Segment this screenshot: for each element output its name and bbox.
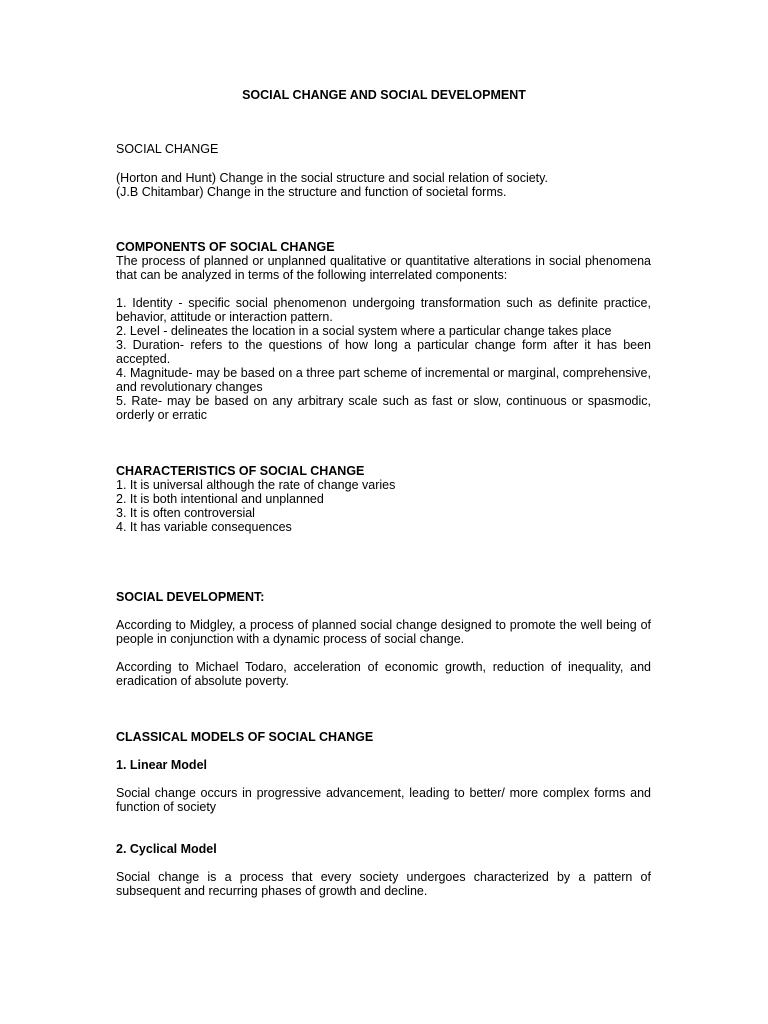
model-heading-cyclical: 2. Cyclical Model — [116, 842, 217, 856]
components-list — [116, 296, 651, 422]
section-heading-components: COMPONENTS OF SOCIAL CHANGE — [116, 240, 335, 254]
components-intro: The process of planned or unplanned qualitative or quantitative alterations in social phenomena that can be analyzed in terms of the following interrelated components: — [116, 254, 651, 282]
social-change-definitions — [116, 171, 651, 199]
social-development-paragraph-midgley: According to Midgley, a process of planned social change designed to promote the well being of people in conjunction with a dynamic process of social change. — [116, 618, 651, 646]
social-development-paragraph-todaro: According to Michael Todaro, acceleration of economic growth, reduction of inequality, and eradication of absolute poverty. — [116, 660, 651, 688]
list-item: 1. Identity - specific social phenomenon undergoing transformation such as definite practice, behavior, attitude or interaction pattern. — [116, 296, 651, 324]
list-item: 4. Magnitude- may be based on a three part scheme of incremental or marginal, comprehensive, and revolutionary changes — [116, 366, 651, 394]
section-heading-social-change: SOCIAL CHANGE — [116, 142, 219, 156]
document-title: SOCIAL CHANGE AND SOCIAL DEVELOPMENT — [242, 88, 526, 102]
section-heading-social-development: SOCIAL DEVELOPMENT: — [116, 590, 265, 604]
list-item: 5. Rate- may be based on any arbitrary scale such as fast or slow, continuous or spasmodic, orderly or erratic — [116, 394, 651, 422]
section-heading-characteristics: CHARACTERISTICS OF SOCIAL CHANGE — [116, 464, 365, 478]
list-item: 4. It has variable consequences — [116, 520, 292, 534]
model-heading-linear: 1. Linear Model — [116, 758, 207, 772]
list-item: 2. Level - delineates the location in a social system where a particular change takes place — [116, 324, 612, 338]
characteristics-list — [116, 478, 651, 534]
model-text-linear: Social change occurs in progressive advancement, leading to better/ more complex forms and function of society — [116, 786, 651, 814]
list-item: 1. It is universal although the rate of change varies — [116, 478, 396, 492]
definition-horton-hunt: (Horton and Hunt) Change in the social structure and social relation of society. — [116, 171, 548, 185]
definition-chitambar: (J.B Chitambar) Change in the structure and function of societal forms. — [116, 185, 507, 199]
list-item: 3. Duration- refers to the questions of how long a particular change form after it has been accepted. — [116, 338, 651, 366]
model-text-cyclical: Social change is a process that every society undergoes characterized by a pattern of subsequent and recurring phases of growth and decline. — [116, 870, 651, 898]
section-heading-classical-models: CLASSICAL MODELS OF SOCIAL CHANGE — [116, 730, 374, 744]
list-item: 3. It is often controversial — [116, 506, 255, 520]
list-item: 2. It is both intentional and unplanned — [116, 492, 324, 506]
